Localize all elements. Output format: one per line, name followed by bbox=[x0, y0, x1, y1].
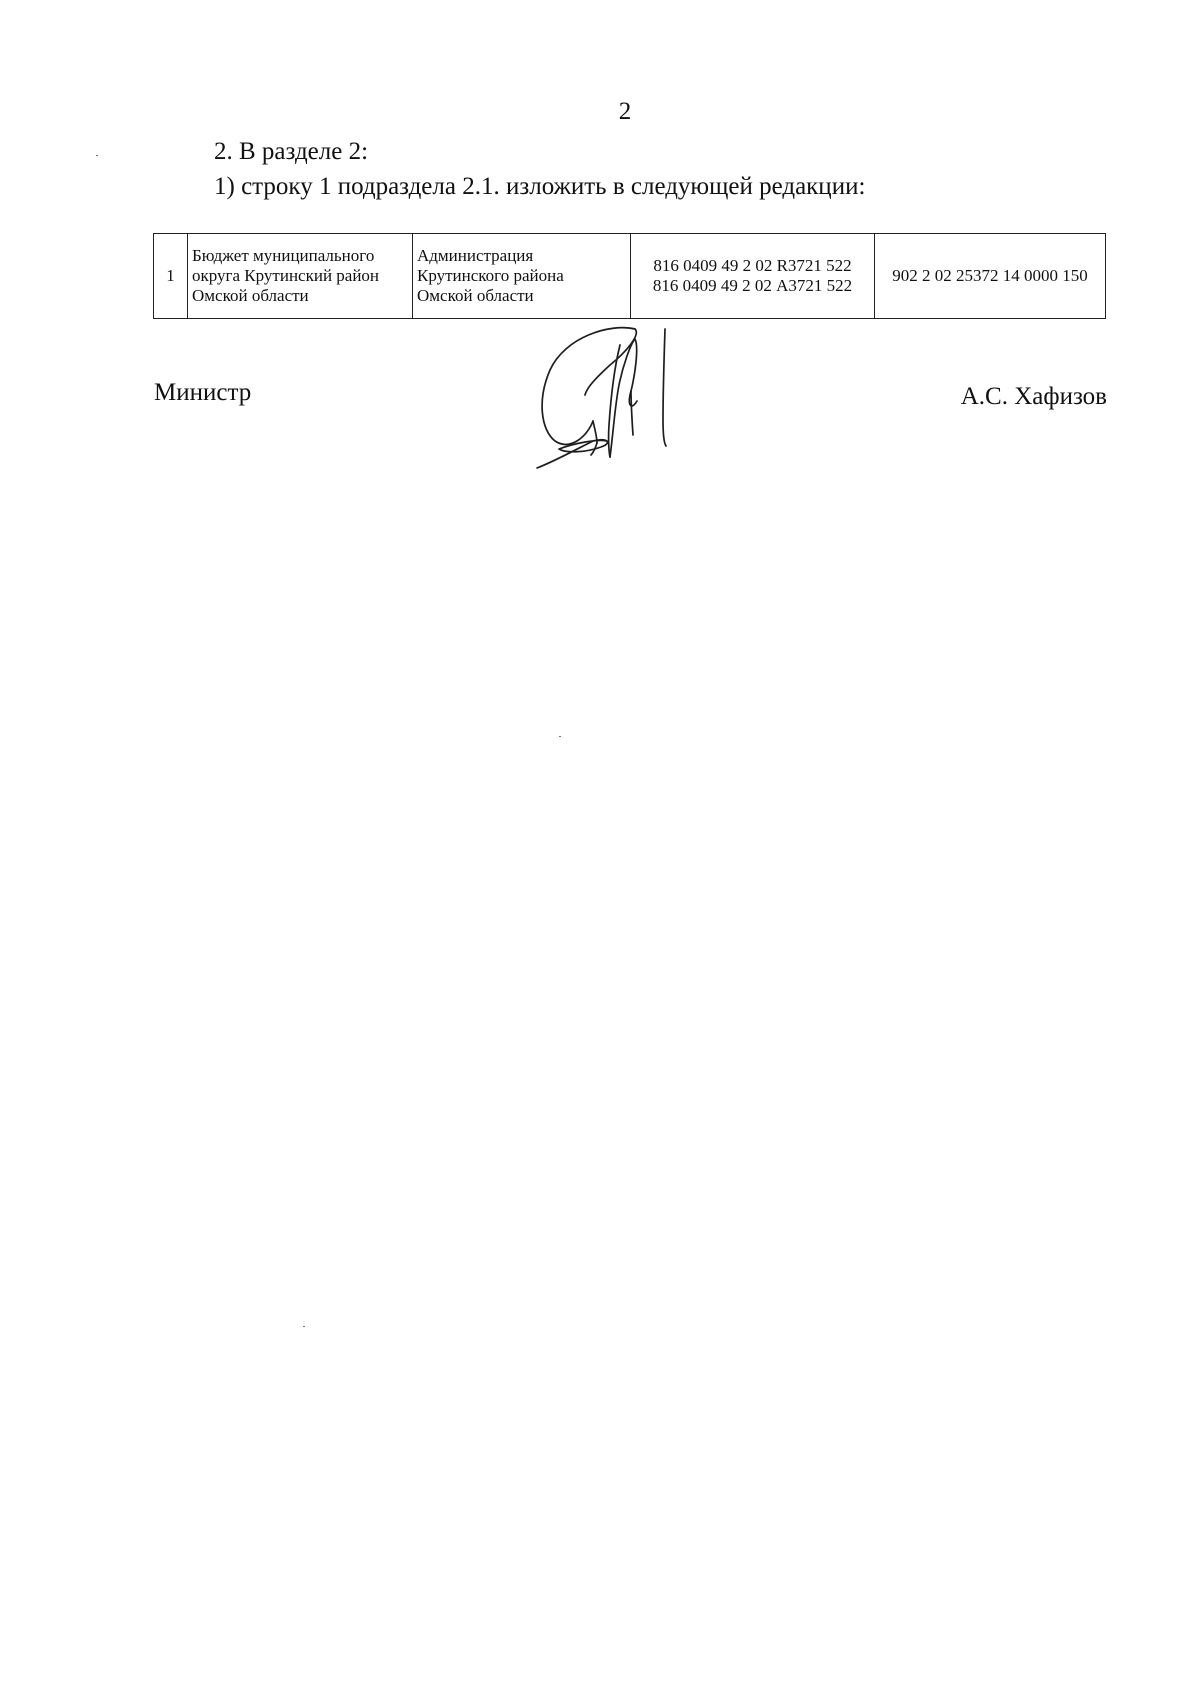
handwritten-signature bbox=[535, 325, 735, 475]
scan-speck bbox=[96, 155, 98, 156]
expense-codes-cell bbox=[631, 234, 875, 319]
signatory-name: А.С. Хафизов bbox=[960, 383, 1107, 410]
administrator-line: Крутинского района bbox=[417, 266, 564, 285]
budget-name-line: округа Крутинский район bbox=[192, 266, 380, 285]
scan-speck bbox=[559, 736, 561, 737]
income-code-cell: 902 2 02 25372 14 0000 150 bbox=[875, 234, 1106, 319]
budget-name-line: Омской области bbox=[192, 286, 309, 305]
budget-name-cell bbox=[188, 234, 413, 319]
administrator-line: Администрация bbox=[417, 246, 534, 265]
row-number-cell: 1 bbox=[154, 234, 188, 319]
expense-code: 816 0409 49 2 02 R3721 522 bbox=[653, 256, 852, 275]
scan-speck bbox=[303, 1326, 305, 1327]
signatory-title: Министр bbox=[154, 379, 252, 406]
budget-table bbox=[153, 233, 1106, 319]
budget-name-line: Бюджет муниципального bbox=[192, 246, 375, 265]
page-number: 2 bbox=[618, 98, 632, 125]
administrator-cell bbox=[413, 234, 631, 319]
administrator-line: Омской области bbox=[417, 286, 534, 305]
table-row bbox=[154, 234, 1106, 319]
expense-code: 816 0409 49 2 02 А3721 522 bbox=[652, 276, 853, 295]
subsection-instruction: 1) строку 1 подраздела 2.1. изложить в следующей редакции: bbox=[214, 173, 866, 200]
section-instruction: 2. В разделе 2: bbox=[214, 138, 369, 165]
